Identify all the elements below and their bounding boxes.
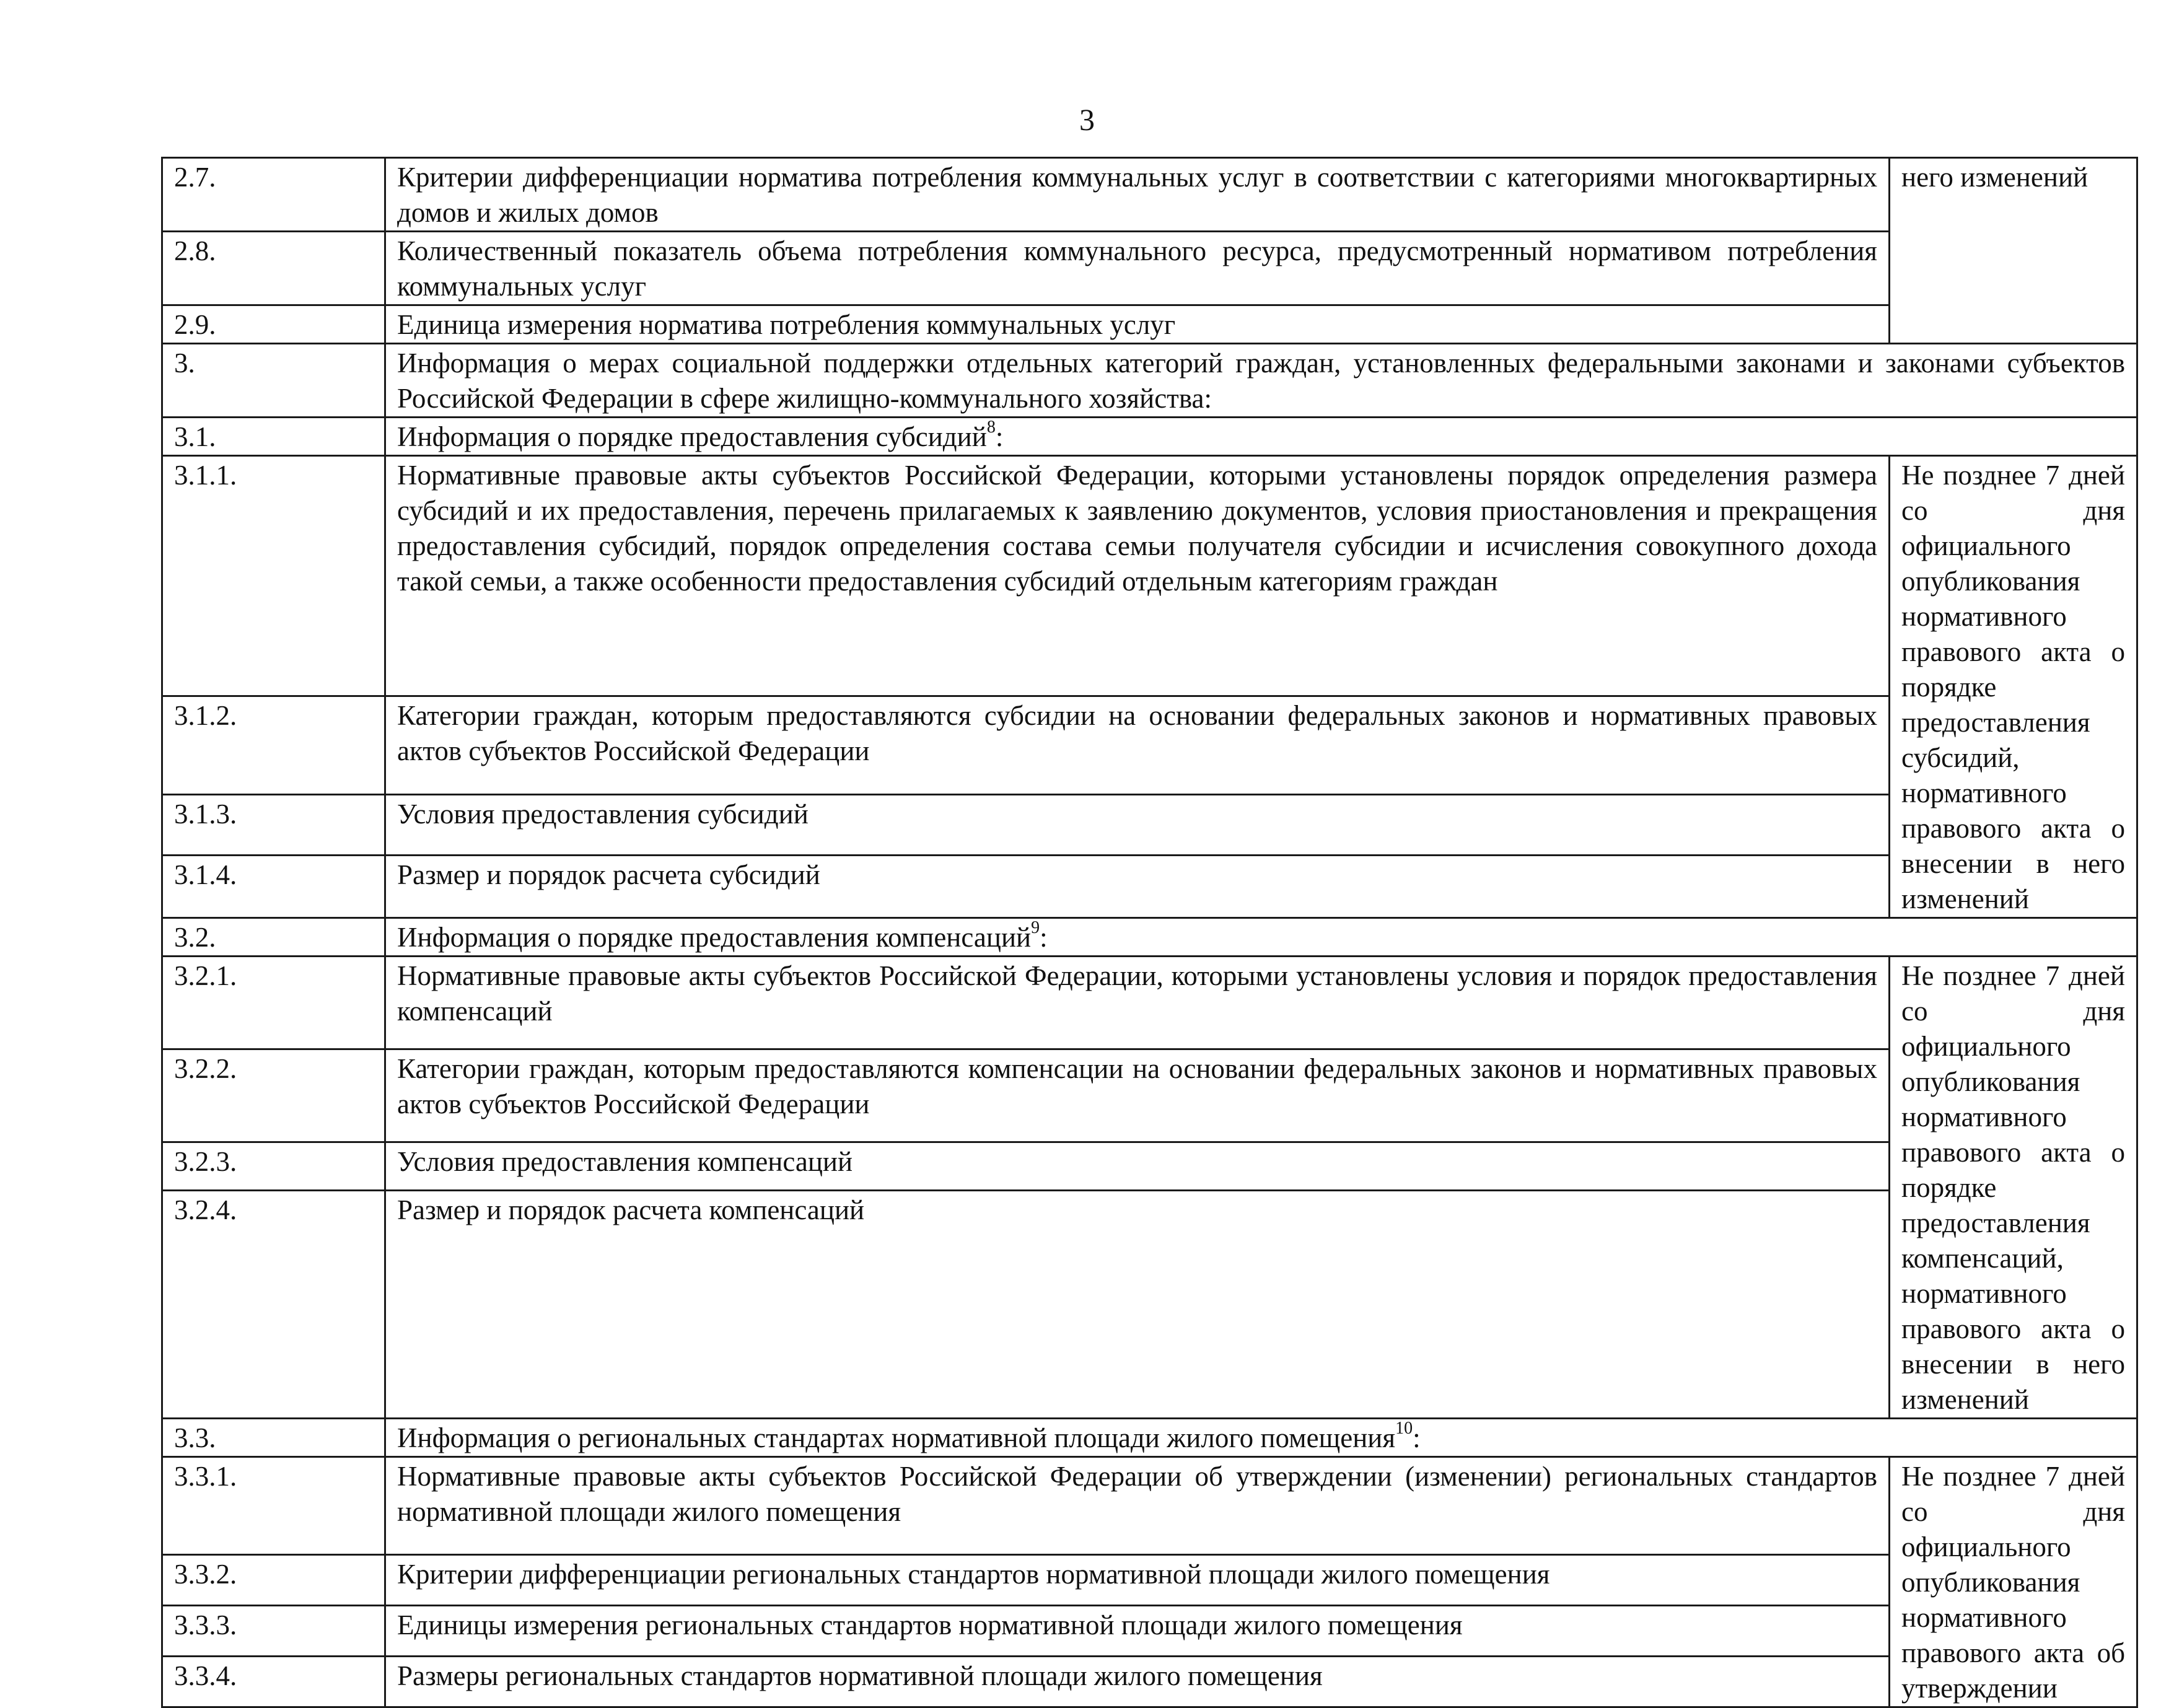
section-text bbox=[385, 418, 2137, 456]
row-text: Нормативные правовые акты субъектов Российской Федерации, которыми установлены порядок определения размера субсидий и их предоставления, перечень прилагаемых к заявлению документов, условия приостановления и прекращения предоставления субсидий, порядок определения состава семьи получателя субсидии и исчисления совокупного дохода такой семьи, а также особенности предоставления субсидий отдельным категориям граждан bbox=[385, 456, 1890, 696]
row-text: Количественный показатель объема потребления коммунального ресурса, предусмотренный нормативом потребления коммунальных услуг bbox=[385, 232, 1890, 305]
row-number: 3.3.2. bbox=[162, 1554, 385, 1605]
table-row bbox=[162, 456, 2137, 696]
row-number: 3.3. bbox=[162, 1419, 385, 1457]
row-text: Условия предоставления компенсаций bbox=[385, 1142, 1890, 1190]
table-row bbox=[162, 158, 2137, 232]
row-number: 3.3.3. bbox=[162, 1605, 385, 1656]
footnote-marker: 10 bbox=[1395, 1419, 1413, 1438]
table-row bbox=[162, 1191, 2137, 1419]
section-title: Информация о региональных стандартах нормативной площади жилого помещения bbox=[397, 1422, 1396, 1453]
section-suffix: : bbox=[995, 421, 1004, 452]
row-number: 3.2.3. bbox=[162, 1142, 385, 1190]
section-title: Информация о порядке предоставления компенсаций bbox=[397, 922, 1032, 953]
row-number: 3.1.4. bbox=[162, 855, 385, 918]
table-row bbox=[162, 957, 2137, 1049]
deadline-cell: Не позднее 7 дней со дня официального опубликования нормативного правового акта об утверждении bbox=[1890, 1457, 2137, 1707]
row-number: 3.3.4. bbox=[162, 1656, 385, 1707]
section-row bbox=[162, 1419, 2137, 1457]
row-text: Нормативные правовые акты субъектов Российской Федерации об утверждении (изменении) региональных стандартов нормативной площади жилого помещения bbox=[385, 1457, 1890, 1555]
row-text: Размер и порядок расчета субсидий bbox=[385, 855, 1890, 918]
table-row bbox=[162, 305, 2137, 344]
row-text: Единица измерения норматива потребления коммунальных услуг bbox=[385, 305, 1890, 344]
row-number: 3.1. bbox=[162, 418, 385, 456]
table-row bbox=[162, 1656, 2137, 1707]
row-text: Размеры региональных стандартов нормативной площади жилого помещения bbox=[385, 1656, 1890, 1707]
row-number: 2.9. bbox=[162, 305, 385, 344]
table-row bbox=[162, 1049, 2137, 1142]
row-number: 3. bbox=[162, 344, 385, 418]
footnote-marker: 8 bbox=[986, 418, 996, 437]
information-table bbox=[161, 157, 2138, 1708]
row-number: 3.2.1. bbox=[162, 957, 385, 1049]
row-number: 3.1.2. bbox=[162, 696, 385, 794]
table-row bbox=[162, 1554, 2137, 1605]
section-suffix: : bbox=[1413, 1422, 1421, 1453]
section-title: Информация о порядке предоставления субсидий bbox=[397, 421, 987, 452]
section-row bbox=[162, 344, 2137, 418]
section-text: Информация о мерах социальной поддержки отдельных категорий граждан, установленных федеральными законами и законами субъектов Российской Федерации в сфере жилищно-коммунального хозяйства: bbox=[385, 344, 2137, 418]
row-text: Критерии дифференциации региональных стандартов нормативной площади жилого помещения bbox=[385, 1554, 1890, 1605]
row-number: 2.7. bbox=[162, 158, 385, 232]
row-number: 3.2. bbox=[162, 918, 385, 957]
row-number: 3.1.3. bbox=[162, 794, 385, 855]
row-text: Категории граждан, которым предоставляются компенсации на основании федеральных законов и нормативных правовых актов субъектов Российской Федерации bbox=[385, 1049, 1890, 1142]
section-row bbox=[162, 418, 2137, 456]
row-number: 3.3.1. bbox=[162, 1457, 385, 1555]
section-suffix: : bbox=[1040, 922, 1048, 953]
deadline-cell: Не позднее 7 дней со дня официального опубликования нормативного правового акта о порядке предоставления субсидий, нормативного правового акта о внесении в него изменений bbox=[1890, 456, 2137, 918]
table-row bbox=[162, 855, 2137, 918]
row-number: 3.2.4. bbox=[162, 1191, 385, 1419]
table-row bbox=[162, 1605, 2137, 1656]
table-row bbox=[162, 1457, 2137, 1555]
section-text bbox=[385, 1419, 2137, 1457]
deadline-cell: Не позднее 7 дней со дня официального опубликования нормативного правового акта о порядке предоставления компенсаций, нормативного правового акта о внесении в него изменений bbox=[1890, 957, 2137, 1419]
row-text: Категории граждан, которым предоставляются субсидии на основании федеральных законов и нормативных правовых актов субъектов Российской Федерации bbox=[385, 696, 1890, 794]
page-number: 3 bbox=[1079, 102, 1095, 137]
row-text: Критерии дифференциации норматива потребления коммунальных услуг в соответствии с категориями многоквартирных домов и жилых домов bbox=[385, 158, 1890, 232]
row-number: 3.2.2. bbox=[162, 1049, 385, 1142]
row-number: 3.1.1. bbox=[162, 456, 385, 696]
row-text: Нормативные правовые акты субъектов Российской Федерации, которыми установлены условия и порядок предоставления компенсаций bbox=[385, 957, 1890, 1049]
deadline-cell: него изменений bbox=[1890, 158, 2137, 344]
row-text: Единицы измерения региональных стандартов нормативной площади жилого помещения bbox=[385, 1605, 1890, 1656]
table-row bbox=[162, 794, 2137, 855]
row-text: Условия предоставления субсидий bbox=[385, 794, 1890, 855]
section-text bbox=[385, 918, 2137, 957]
footnote-marker: 9 bbox=[1031, 918, 1040, 937]
row-number: 2.8. bbox=[162, 232, 385, 305]
table-row bbox=[162, 696, 2137, 794]
table-row bbox=[162, 232, 2137, 305]
section-row bbox=[162, 918, 2137, 957]
row-text: Размер и порядок расчета компенсаций bbox=[385, 1191, 1890, 1419]
table-row bbox=[162, 1142, 2137, 1190]
